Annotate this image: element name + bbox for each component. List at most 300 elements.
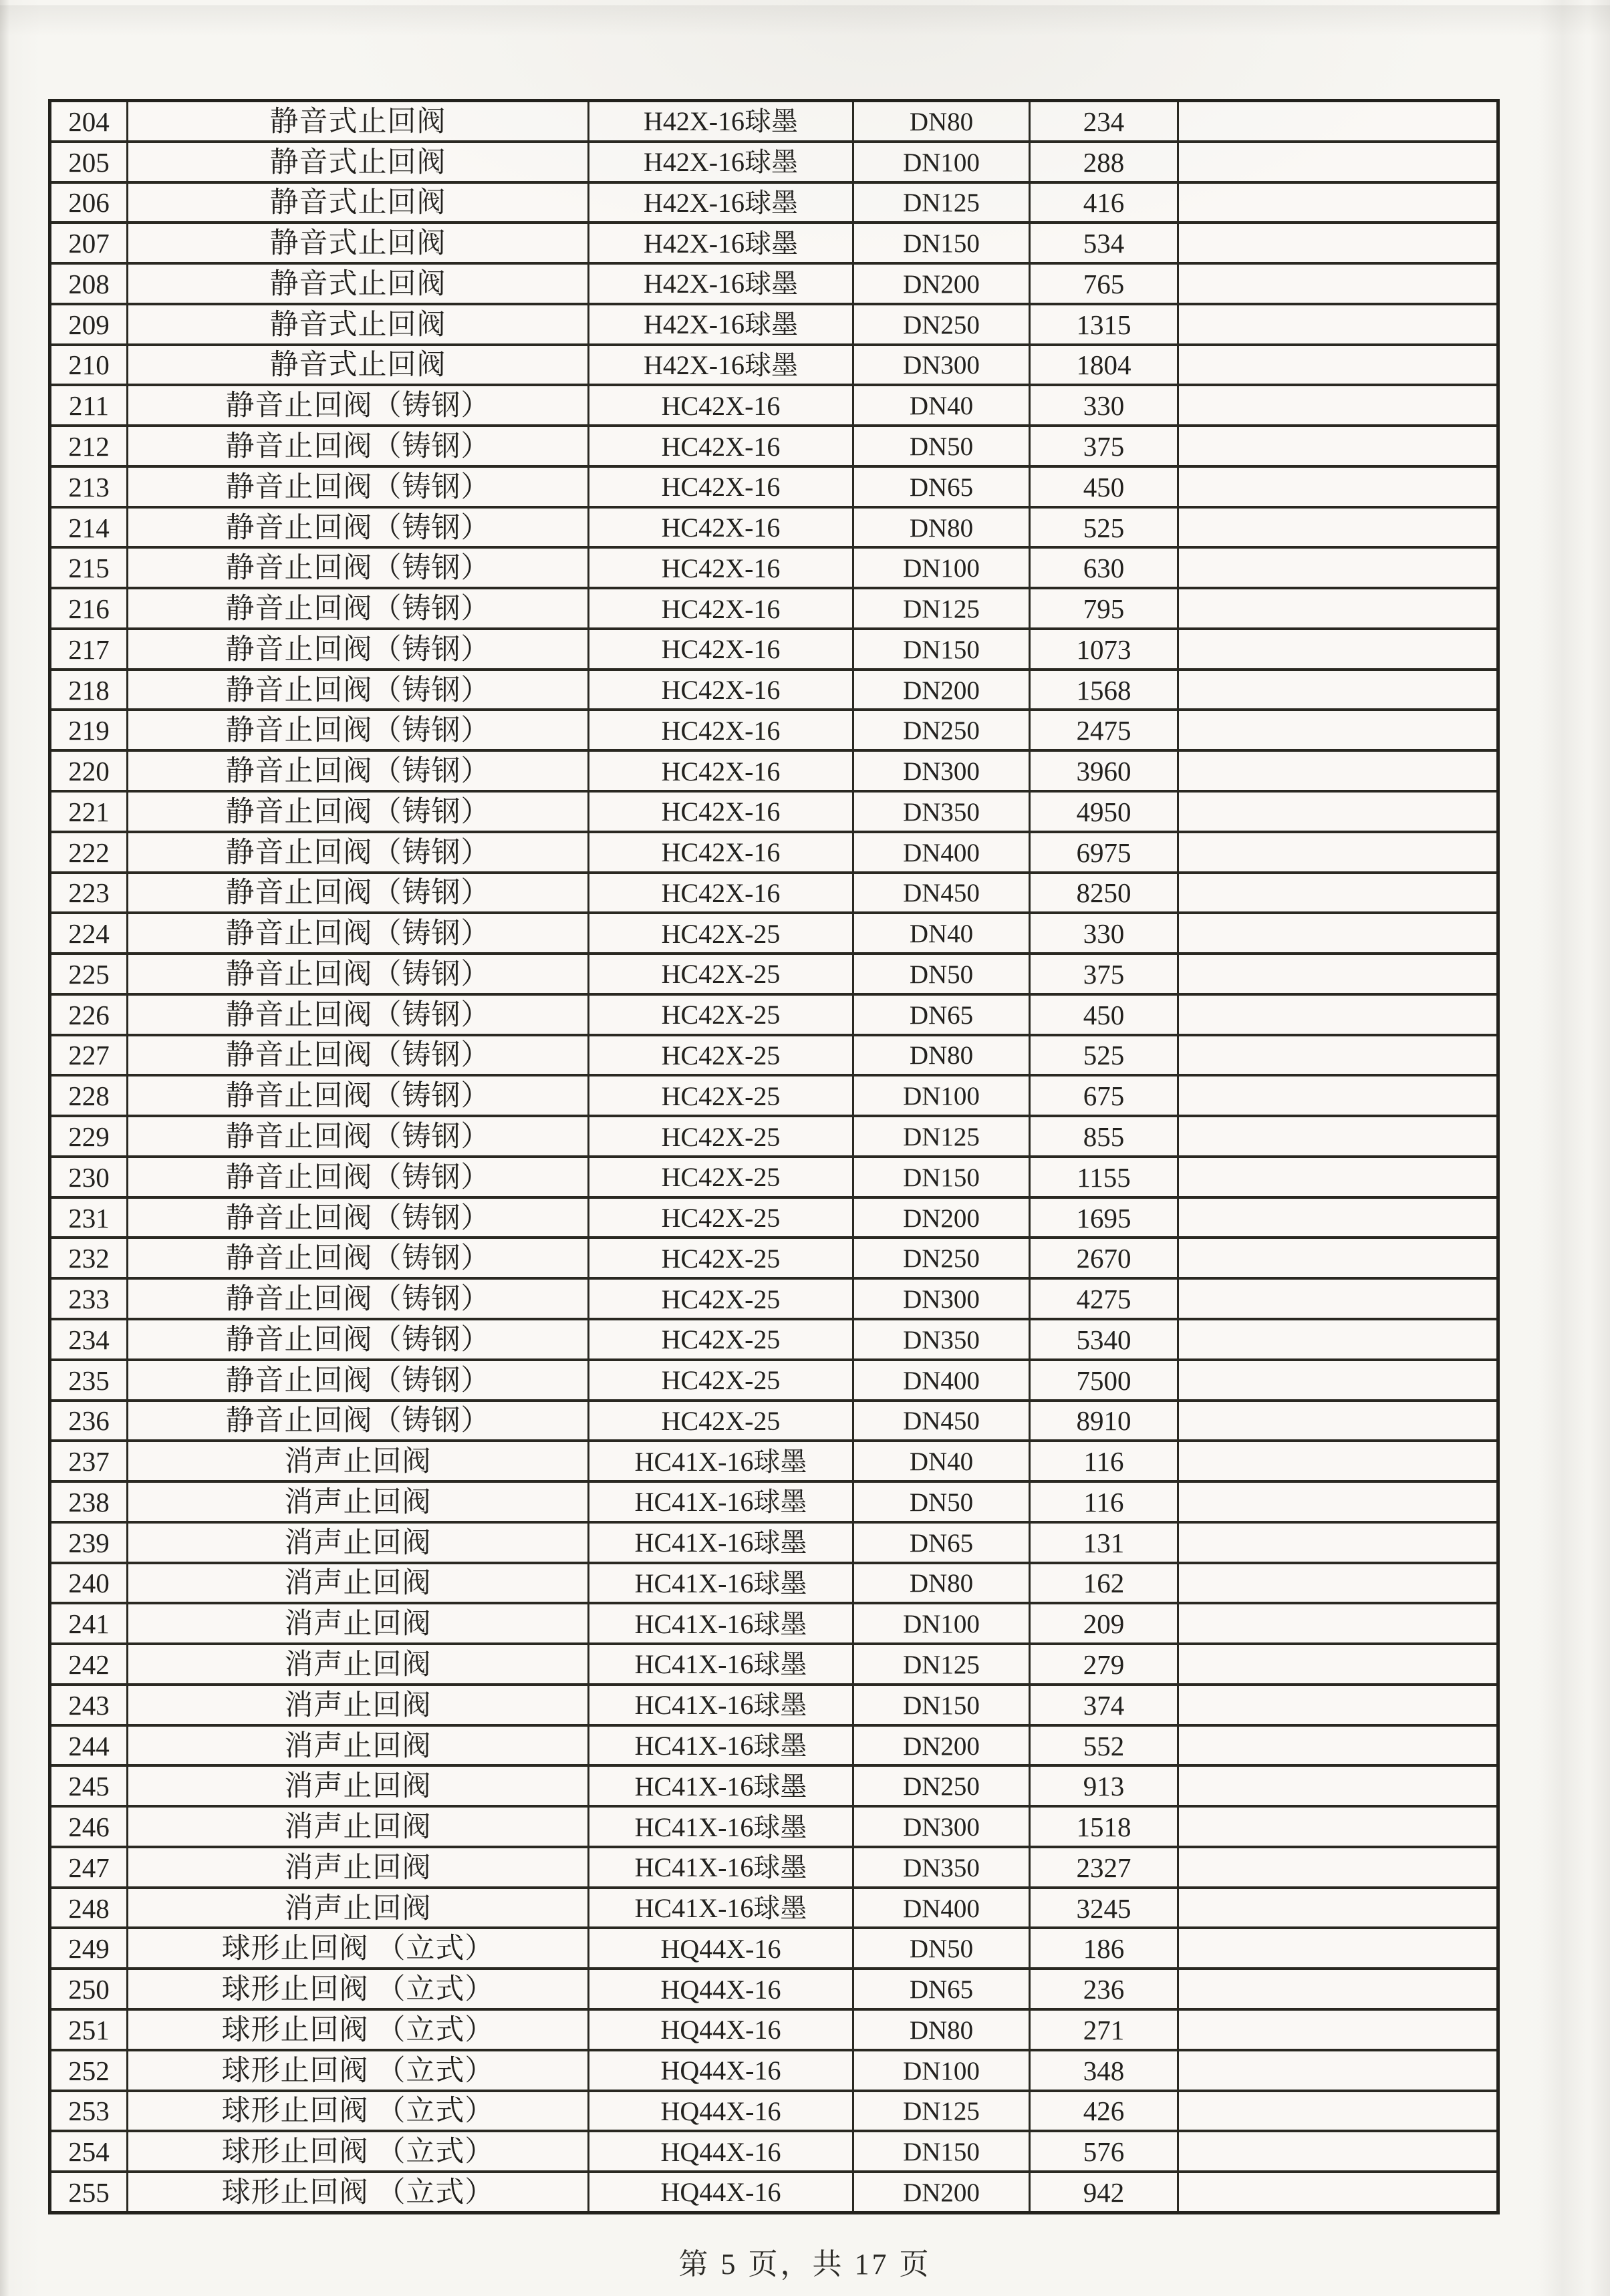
table-row bbox=[51, 1358, 1496, 1399]
cell-price: 236 bbox=[1029, 1970, 1177, 2008]
cell-model: HC41X-16球墨 bbox=[587, 1442, 852, 1480]
cell-model: HQ44X-16 bbox=[587, 2132, 852, 2170]
cell-blank bbox=[1177, 224, 1496, 262]
cell-model: HC41X-16球墨 bbox=[587, 1808, 852, 1846]
cell-blank bbox=[1177, 143, 1496, 181]
cell-price: 279 bbox=[1029, 1645, 1177, 1683]
table-row bbox=[51, 1521, 1496, 1562]
table-row bbox=[51, 790, 1496, 831]
cell-price: 8250 bbox=[1029, 874, 1177, 912]
cell-no: 248 bbox=[68, 1892, 110, 1924]
cell-model: HC42X-16 bbox=[587, 874, 852, 912]
cell-model: HC42X-16 bbox=[587, 711, 852, 749]
cell-no: 244 bbox=[68, 1730, 110, 1761]
cell-price: 4275 bbox=[1029, 1280, 1177, 1318]
page-number-footer: 第 5 页，共 17 页 bbox=[678, 2248, 932, 2281]
cell-blank bbox=[1177, 1767, 1496, 1805]
table-row bbox=[51, 2130, 1496, 2170]
cell-price: 2475 bbox=[1029, 711, 1177, 749]
cell-name: 静音止回阀（铸钢） bbox=[126, 1077, 587, 1115]
cell-price: 913 bbox=[1029, 1767, 1177, 1805]
cell-no: 220 bbox=[68, 756, 110, 787]
cell-no: 228 bbox=[68, 1081, 110, 1112]
cell-no: 255 bbox=[68, 2176, 110, 2208]
cell-no: 222 bbox=[68, 837, 110, 868]
cell-no: 218 bbox=[68, 674, 110, 706]
cell-model: HQ44X-16 bbox=[587, 1929, 852, 1967]
cell-name: 消声止回阀 bbox=[126, 1808, 587, 1846]
cell-blank bbox=[1177, 1929, 1496, 1967]
table-row bbox=[51, 506, 1496, 547]
cell-blank bbox=[1177, 671, 1496, 709]
cell-blank bbox=[1177, 305, 1496, 343]
table-row bbox=[51, 2170, 1496, 2211]
table-row bbox=[51, 343, 1496, 384]
cell-size: DN350 bbox=[852, 1848, 1029, 1886]
cell-name: 消声止回阀 bbox=[126, 1564, 587, 1602]
cell-size: DN125 bbox=[852, 2092, 1029, 2130]
cell-model: HC42X-25 bbox=[587, 914, 852, 952]
cell-no: 206 bbox=[68, 187, 110, 219]
cell-no: 234 bbox=[68, 1324, 110, 1355]
cell-name: 静音式止回阀 bbox=[126, 102, 587, 140]
cell-no: 254 bbox=[68, 2136, 110, 2168]
cell-blank bbox=[1177, 589, 1496, 627]
cell-blank bbox=[1177, 833, 1496, 871]
cell-size: DN80 bbox=[852, 509, 1029, 547]
cell-price: 3245 bbox=[1029, 1889, 1177, 1927]
cell-blank bbox=[1177, 2051, 1496, 2090]
cell-price: 450 bbox=[1029, 468, 1177, 506]
cell-blank bbox=[1177, 1808, 1496, 1846]
table-row bbox=[51, 871, 1496, 912]
cell-price: 1073 bbox=[1029, 630, 1177, 668]
cell-blank bbox=[1177, 2173, 1496, 2211]
table-row bbox=[51, 1724, 1496, 1765]
cell-size: DN125 bbox=[852, 1117, 1029, 1155]
table-row bbox=[51, 1155, 1496, 1196]
cell-blank bbox=[1177, 1199, 1496, 1237]
table-row bbox=[51, 424, 1496, 465]
cell-size: DN200 bbox=[852, 2173, 1029, 2211]
table-row bbox=[51, 1074, 1496, 1115]
table-row bbox=[51, 627, 1496, 668]
cell-no: 224 bbox=[68, 918, 110, 950]
cell-size: DN125 bbox=[852, 184, 1029, 222]
cell-no: 229 bbox=[68, 1121, 110, 1153]
cell-price: 288 bbox=[1029, 143, 1177, 181]
cell-blank bbox=[1177, 1036, 1496, 1074]
cell-no: 242 bbox=[68, 1648, 110, 1680]
cell-size: DN200 bbox=[852, 671, 1029, 709]
cell-model: HC42X-16 bbox=[587, 509, 852, 547]
cell-blank bbox=[1177, 2132, 1496, 2170]
cell-no: 237 bbox=[68, 1446, 110, 1477]
cell-size: DN100 bbox=[852, 143, 1029, 181]
cell-name: 消声止回阀 bbox=[126, 1889, 587, 1927]
cell-size: DN40 bbox=[852, 1442, 1029, 1480]
table-row bbox=[51, 1805, 1496, 1846]
cell-model: HC42X-25 bbox=[587, 1036, 852, 1074]
cell-no: 221 bbox=[68, 796, 110, 827]
table-row bbox=[51, 668, 1496, 709]
cell-no: 238 bbox=[68, 1486, 110, 1518]
cell-price: 162 bbox=[1029, 1564, 1177, 1602]
cell-no: 246 bbox=[68, 1812, 110, 1843]
cell-price: 552 bbox=[1029, 1727, 1177, 1765]
table-row bbox=[51, 708, 1496, 749]
cell-name: 静音止回阀（铸钢） bbox=[126, 955, 587, 993]
cell-size: DN250 bbox=[852, 711, 1029, 749]
cell-blank bbox=[1177, 1239, 1496, 1277]
cell-size: DN150 bbox=[852, 2132, 1029, 2170]
table-row bbox=[51, 1642, 1496, 1683]
cell-name: 静音止回阀（铸钢） bbox=[126, 1036, 587, 1074]
cell-model: HQ44X-16 bbox=[587, 2173, 852, 2211]
cell-name: 静音止回阀（铸钢） bbox=[126, 509, 587, 547]
cell-size: DN65 bbox=[852, 1524, 1029, 1562]
cell-size: DN400 bbox=[852, 1889, 1029, 1927]
cell-blank bbox=[1177, 752, 1496, 790]
cell-name: 静音止回阀（铸钢） bbox=[126, 1320, 587, 1358]
cell-price: 416 bbox=[1029, 184, 1177, 222]
cell-blank bbox=[1177, 1604, 1496, 1642]
cell-blank bbox=[1177, 793, 1496, 831]
cell-blank bbox=[1177, 509, 1496, 547]
cell-no: 210 bbox=[68, 349, 110, 381]
cell-model: HC41X-16球墨 bbox=[587, 1604, 852, 1642]
table-row bbox=[51, 181, 1496, 222]
cell-model: H42X-16球墨 bbox=[587, 102, 852, 140]
cell-model: HQ44X-16 bbox=[587, 2051, 852, 2090]
cell-price: 1568 bbox=[1029, 671, 1177, 709]
cell-blank bbox=[1177, 1442, 1496, 1480]
cell-name: 静音止回阀（铸钢） bbox=[126, 914, 587, 952]
cell-model: HC41X-16球墨 bbox=[587, 1889, 852, 1927]
cell-price: 1315 bbox=[1029, 305, 1177, 343]
table-row bbox=[51, 831, 1496, 871]
table-row bbox=[51, 1683, 1496, 1724]
cell-model: HC41X-16球墨 bbox=[587, 1686, 852, 1724]
cell-name: 静音止回阀（铸钢） bbox=[126, 1239, 587, 1277]
cell-model: HC42X-25 bbox=[587, 1158, 852, 1196]
cell-blank bbox=[1177, 1077, 1496, 1115]
cell-size: DN125 bbox=[852, 1645, 1029, 1683]
cell-price: 1695 bbox=[1029, 1199, 1177, 1237]
table-row bbox=[51, 303, 1496, 343]
cell-price: 942 bbox=[1029, 2173, 1177, 2211]
cell-no: 230 bbox=[68, 1161, 110, 1193]
valve-price-table bbox=[48, 99, 1500, 2214]
cell-blank bbox=[1177, 2011, 1496, 2049]
cell-size: DN200 bbox=[852, 1727, 1029, 1765]
cell-blank bbox=[1177, 1320, 1496, 1358]
cell-no: 245 bbox=[68, 1771, 110, 1802]
cell-no: 239 bbox=[68, 1527, 110, 1558]
cell-size: DN40 bbox=[852, 386, 1029, 424]
cell-blank bbox=[1177, 2092, 1496, 2130]
cell-model: HC42X-16 bbox=[587, 752, 852, 790]
cell-model: HQ44X-16 bbox=[587, 2011, 852, 2049]
cell-blank bbox=[1177, 711, 1496, 749]
cell-no: 214 bbox=[68, 512, 110, 543]
cell-name: 静音止回阀（铸钢） bbox=[126, 1280, 587, 1318]
cell-size: DN80 bbox=[852, 2011, 1029, 2049]
cell-size: DN80 bbox=[852, 1036, 1029, 1074]
cell-price: 426 bbox=[1029, 2092, 1177, 2130]
cell-model: HC42X-16 bbox=[587, 793, 852, 831]
cell-blank bbox=[1177, 102, 1496, 140]
table-row bbox=[51, 1115, 1496, 1155]
cell-size: DN300 bbox=[852, 1280, 1029, 1318]
cell-size: DN400 bbox=[852, 1361, 1029, 1399]
table-row bbox=[51, 102, 1496, 140]
cell-blank bbox=[1177, 1889, 1496, 1927]
cell-no: 217 bbox=[68, 633, 110, 665]
cell-price: 234 bbox=[1029, 102, 1177, 140]
cell-name: 球形止回阀 （立式） bbox=[126, 2051, 587, 2090]
cell-price: 348 bbox=[1029, 2051, 1177, 2090]
cell-size: DN80 bbox=[852, 102, 1029, 140]
cell-name: 球形止回阀 （立式） bbox=[126, 2173, 587, 2211]
table-row bbox=[51, 2008, 1496, 2049]
cell-no: 250 bbox=[68, 1974, 110, 2005]
table-row bbox=[51, 1764, 1496, 1805]
cell-name: 消声止回阀 bbox=[126, 1686, 587, 1724]
cell-size: DN200 bbox=[852, 265, 1029, 303]
cell-name: 消声止回阀 bbox=[126, 1767, 587, 1805]
cell-price: 1804 bbox=[1029, 346, 1177, 384]
cell-price: 7500 bbox=[1029, 1361, 1177, 1399]
cell-price: 855 bbox=[1029, 1117, 1177, 1155]
cell-no: 209 bbox=[68, 309, 110, 340]
cell-blank bbox=[1177, 1848, 1496, 1886]
cell-no: 231 bbox=[68, 1202, 110, 1234]
cell-size: DN150 bbox=[852, 224, 1029, 262]
cell-size: DN40 bbox=[852, 914, 1029, 952]
cell-price: 209 bbox=[1029, 1604, 1177, 1642]
cell-name: 静音式止回阀 bbox=[126, 265, 587, 303]
cell-model: HC41X-16球墨 bbox=[587, 1645, 852, 1683]
cell-blank bbox=[1177, 914, 1496, 952]
cell-no: 251 bbox=[68, 2014, 110, 2045]
cell-price: 525 bbox=[1029, 509, 1177, 547]
cell-name: 静音止回阀（铸钢） bbox=[126, 1402, 587, 1440]
cell-price: 2670 bbox=[1029, 1239, 1177, 1277]
table-row bbox=[51, 1480, 1496, 1521]
cell-model: HC42X-25 bbox=[587, 1199, 852, 1237]
cell-no: 243 bbox=[68, 1689, 110, 1721]
cell-model: HC42X-16 bbox=[587, 549, 852, 587]
cell-price: 795 bbox=[1029, 589, 1177, 627]
cell-model: H42X-16球墨 bbox=[587, 184, 852, 222]
cell-size: DN50 bbox=[852, 1483, 1029, 1521]
cell-no: 240 bbox=[68, 1568, 110, 1599]
cell-size: DN100 bbox=[852, 1077, 1029, 1115]
cell-no: 235 bbox=[68, 1365, 110, 1396]
cell-name: 球形止回阀 （立式） bbox=[126, 1929, 587, 1967]
cell-name: 静音止回阀（铸钢） bbox=[126, 589, 587, 627]
cell-no: 211 bbox=[69, 390, 109, 422]
table-row bbox=[51, 911, 1496, 952]
cell-size: DN125 bbox=[852, 589, 1029, 627]
table-row bbox=[51, 1562, 1496, 1602]
cell-no: 223 bbox=[68, 877, 110, 909]
cell-blank bbox=[1177, 386, 1496, 424]
cell-name: 消声止回阀 bbox=[126, 1645, 587, 1683]
cell-price: 2327 bbox=[1029, 1848, 1177, 1886]
cell-model: HC42X-25 bbox=[587, 1117, 852, 1155]
cell-blank bbox=[1177, 1402, 1496, 1440]
cell-model: H42X-16球墨 bbox=[587, 224, 852, 262]
table-row bbox=[51, 1967, 1496, 2008]
cell-name: 消声止回阀 bbox=[126, 1442, 587, 1480]
cell-model: HC42X-16 bbox=[587, 833, 852, 871]
cell-model: HC42X-25 bbox=[587, 955, 852, 993]
cell-size: DN150 bbox=[852, 1158, 1029, 1196]
cell-blank bbox=[1177, 1564, 1496, 1602]
cell-size: DN65 bbox=[852, 468, 1029, 506]
cell-no: 208 bbox=[68, 268, 110, 299]
cell-size: DN250 bbox=[852, 1239, 1029, 1277]
cell-model: H42X-16球墨 bbox=[587, 265, 852, 303]
cell-model: HC42X-25 bbox=[587, 1361, 852, 1399]
cell-no: 219 bbox=[68, 715, 110, 746]
cell-model: HC42X-25 bbox=[587, 996, 852, 1034]
cell-model: HC41X-16球墨 bbox=[587, 1848, 852, 1886]
cell-no: 249 bbox=[68, 1933, 110, 1965]
cell-price: 4950 bbox=[1029, 793, 1177, 831]
cell-blank bbox=[1177, 1158, 1496, 1196]
cell-model: HC42X-25 bbox=[587, 1402, 852, 1440]
table-row bbox=[51, 465, 1496, 506]
cell-blank bbox=[1177, 265, 1496, 303]
table-row bbox=[51, 993, 1496, 1034]
table-row bbox=[51, 262, 1496, 303]
cell-blank bbox=[1177, 346, 1496, 384]
cell-no: 205 bbox=[68, 146, 110, 178]
cell-blank bbox=[1177, 468, 1496, 506]
cell-size: DN100 bbox=[852, 1604, 1029, 1642]
scan-streak-right bbox=[1539, 0, 1586, 2296]
cell-size: DN100 bbox=[852, 549, 1029, 587]
cell-name: 静音止回阀（铸钢） bbox=[126, 793, 587, 831]
cell-size: DN250 bbox=[852, 305, 1029, 343]
table-row bbox=[51, 1439, 1496, 1480]
cell-model: HQ44X-16 bbox=[587, 1970, 852, 2008]
cell-no: 216 bbox=[68, 593, 110, 625]
cell-model: H42X-16球墨 bbox=[587, 305, 852, 343]
cell-size: DN50 bbox=[852, 1929, 1029, 1967]
cell-model: HC41X-16球墨 bbox=[587, 1564, 852, 1602]
table-row bbox=[51, 1399, 1496, 1440]
cell-size: DN65 bbox=[852, 996, 1029, 1034]
cell-no: 227 bbox=[68, 1040, 110, 1071]
table-row bbox=[51, 1196, 1496, 1237]
table-row bbox=[51, 221, 1496, 262]
table-row bbox=[51, 1846, 1496, 1886]
cell-name: 静音止回阀（铸钢） bbox=[126, 468, 587, 506]
cell-blank bbox=[1177, 549, 1496, 587]
cell-name: 静音止回阀（铸钢） bbox=[126, 630, 587, 668]
cell-blank bbox=[1177, 1645, 1496, 1683]
cell-price: 534 bbox=[1029, 224, 1177, 262]
cell-name: 静音止回阀（铸钢） bbox=[126, 1158, 587, 1196]
cell-size: DN450 bbox=[852, 874, 1029, 912]
cell-no: 236 bbox=[68, 1405, 110, 1437]
cell-price: 374 bbox=[1029, 1686, 1177, 1724]
cell-no: 241 bbox=[68, 1608, 110, 1640]
cell-blank bbox=[1177, 1727, 1496, 1765]
cell-name: 静音止回阀（铸钢） bbox=[126, 549, 587, 587]
cell-name: 消声止回阀 bbox=[126, 1483, 587, 1521]
cell-name: 消声止回阀 bbox=[126, 1848, 587, 1886]
cell-blank bbox=[1177, 1117, 1496, 1155]
cell-size: DN250 bbox=[852, 1767, 1029, 1805]
cell-price: 330 bbox=[1029, 914, 1177, 952]
cell-blank bbox=[1177, 1686, 1496, 1724]
cell-blank bbox=[1177, 1524, 1496, 1562]
table-row bbox=[51, 2049, 1496, 2090]
cell-blank bbox=[1177, 427, 1496, 465]
cell-name: 静音式止回阀 bbox=[126, 305, 587, 343]
cell-blank bbox=[1177, 1280, 1496, 1318]
cell-no: 225 bbox=[68, 958, 110, 990]
cell-price: 450 bbox=[1029, 996, 1177, 1034]
cell-size: DN400 bbox=[852, 833, 1029, 871]
cell-size: DN50 bbox=[852, 427, 1029, 465]
cell-blank bbox=[1177, 996, 1496, 1034]
cell-name: 静音止回阀（铸钢） bbox=[126, 833, 587, 871]
cell-price: 1518 bbox=[1029, 1808, 1177, 1846]
cell-price: 3960 bbox=[1029, 752, 1177, 790]
cell-size: DN150 bbox=[852, 1686, 1029, 1724]
cell-name: 球形止回阀 （立式） bbox=[126, 1970, 587, 2008]
cell-model: HC41X-16球墨 bbox=[587, 1483, 852, 1521]
cell-model: HC41X-16球墨 bbox=[587, 1727, 852, 1765]
cell-price: 765 bbox=[1029, 265, 1177, 303]
cell-model: HC41X-16球墨 bbox=[587, 1524, 852, 1562]
scan-streak-top bbox=[0, 5, 1610, 36]
cell-price: 116 bbox=[1029, 1442, 1177, 1480]
cell-blank bbox=[1177, 955, 1496, 993]
cell-price: 675 bbox=[1029, 1077, 1177, 1115]
cell-no: 213 bbox=[68, 471, 110, 503]
cell-model: HC42X-25 bbox=[587, 1320, 852, 1358]
cell-price: 271 bbox=[1029, 2011, 1177, 2049]
cell-name: 球形止回阀 （立式） bbox=[126, 2092, 587, 2130]
cell-name: 静音式止回阀 bbox=[126, 346, 587, 384]
cell-size: DN65 bbox=[852, 1970, 1029, 2008]
cell-name: 静音止回阀（铸钢） bbox=[126, 996, 587, 1034]
cell-name: 静音止回阀（铸钢） bbox=[126, 711, 587, 749]
cell-name: 静音式止回阀 bbox=[126, 224, 587, 262]
cell-name: 球形止回阀 （立式） bbox=[126, 2011, 587, 2049]
cell-name: 消声止回阀 bbox=[126, 1604, 587, 1642]
cell-no: 253 bbox=[68, 2096, 110, 2127]
cell-price: 116 bbox=[1029, 1483, 1177, 1521]
cell-name: 静音止回阀（铸钢） bbox=[126, 874, 587, 912]
cell-name: 静音止回阀（铸钢） bbox=[126, 427, 587, 465]
table-row bbox=[51, 546, 1496, 587]
cell-model: HC41X-16球墨 bbox=[587, 1767, 852, 1805]
cell-name: 静音式止回阀 bbox=[126, 184, 587, 222]
table-row bbox=[51, 587, 1496, 627]
cell-no: 232 bbox=[68, 1243, 110, 1274]
cell-name: 静音止回阀（铸钢） bbox=[126, 1117, 587, 1155]
cell-model: HC42X-25 bbox=[587, 1077, 852, 1115]
cell-price: 576 bbox=[1029, 2132, 1177, 2170]
